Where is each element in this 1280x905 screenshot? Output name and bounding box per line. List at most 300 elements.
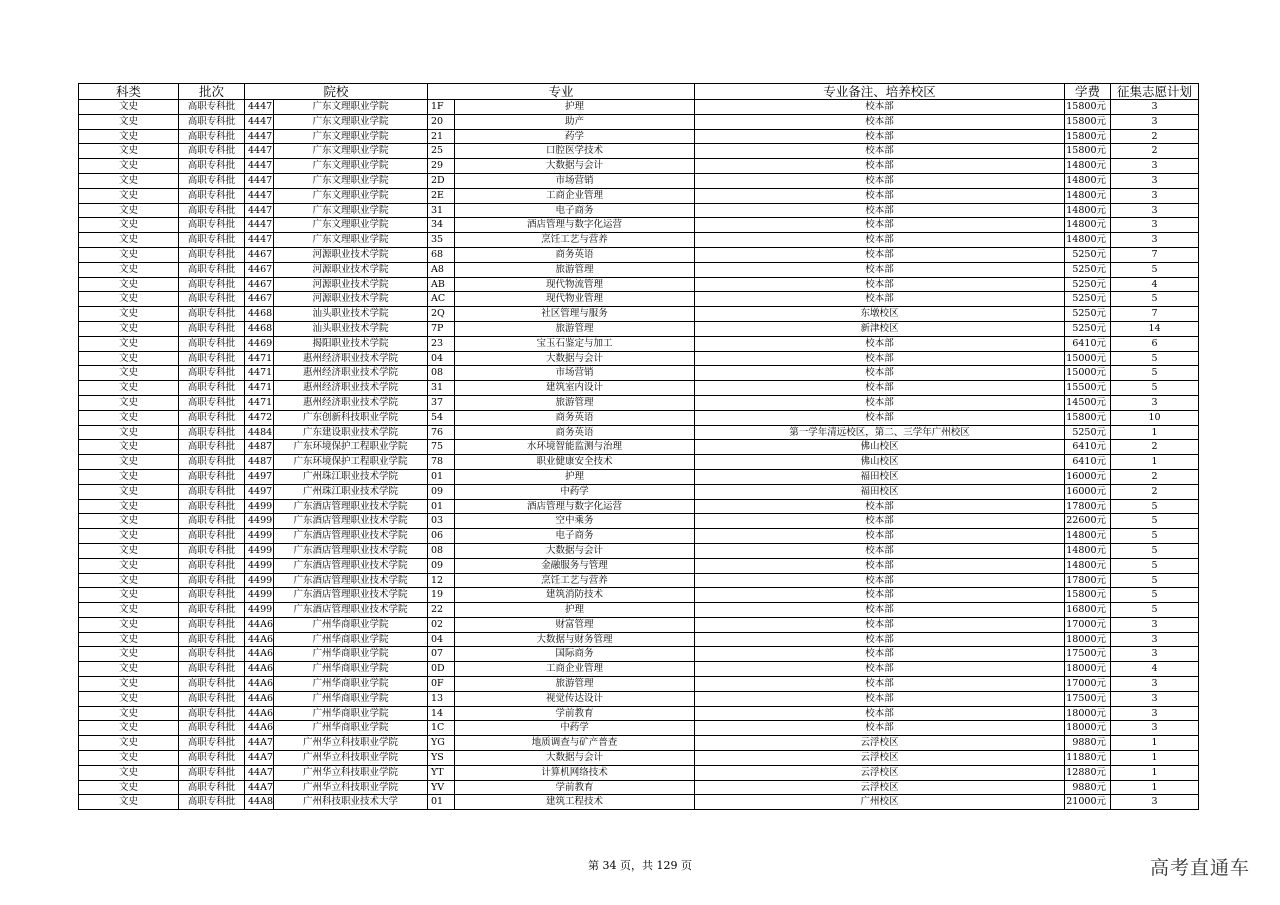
- table-row: [79, 677, 1199, 692]
- tuition-cell: 21000元: [1065, 795, 1111, 810]
- plan-count-cell: 4: [1111, 662, 1199, 677]
- batch-cell: 高职专科批: [179, 617, 245, 632]
- plan-count-cell: 2: [1111, 440, 1199, 455]
- campus-note-cell: 校本部: [695, 277, 1065, 292]
- plan-count-cell: 3: [1111, 233, 1199, 248]
- plan-count-cell: 5: [1111, 499, 1199, 514]
- tuition-cell: 15800元: [1065, 114, 1111, 129]
- school-name-cell: 惠州经济职业技术学院: [274, 381, 428, 396]
- major-code-cell: 1C: [428, 721, 455, 736]
- category-cell: 文史: [79, 233, 179, 248]
- major-name-cell: 现代物业管理: [455, 292, 695, 307]
- plan-count-cell: 3: [1111, 218, 1199, 233]
- table-row: [79, 499, 1199, 514]
- tuition-cell: 14800元: [1065, 203, 1111, 218]
- plan-count-cell: 5: [1111, 603, 1199, 618]
- school-code-cell: 44A7: [245, 780, 274, 795]
- table-row: [79, 410, 1199, 425]
- major-code-cell: 7P: [428, 321, 455, 336]
- plan-count-cell: 1: [1111, 455, 1199, 470]
- tuition-cell: 18000元: [1065, 632, 1111, 647]
- school-name-cell: 广东酒店管理职业技术学院: [274, 558, 428, 573]
- table-row: [79, 277, 1199, 292]
- header-category: 科类: [79, 84, 179, 100]
- school-code-cell: 44A8: [245, 795, 274, 810]
- major-code-cell: 08: [428, 366, 455, 381]
- campus-note-cell: 校本部: [695, 173, 1065, 188]
- table-row: [79, 721, 1199, 736]
- plan-count-cell: 14: [1111, 321, 1199, 336]
- tuition-cell: 15500元: [1065, 381, 1111, 396]
- major-name-cell: 商务英语: [455, 410, 695, 425]
- major-code-cell: 14: [428, 706, 455, 721]
- table-row: [79, 307, 1199, 322]
- school-code-cell: 4499: [245, 588, 274, 603]
- school-name-cell: 广州华商职业学院: [274, 691, 428, 706]
- plan-count-cell: 3: [1111, 691, 1199, 706]
- plan-count-cell: 4: [1111, 277, 1199, 292]
- category-cell: 文史: [79, 203, 179, 218]
- campus-note-cell: 校本部: [695, 529, 1065, 544]
- batch-cell: 高职专科批: [179, 188, 245, 203]
- table-row: [79, 529, 1199, 544]
- major-code-cell: 76: [428, 425, 455, 440]
- campus-note-cell: 佛山校区: [695, 455, 1065, 470]
- batch-cell: 高职专科批: [179, 484, 245, 499]
- school-name-cell: 广东酒店管理职业技术学院: [274, 514, 428, 529]
- campus-note-cell: 福田校区: [695, 484, 1065, 499]
- tuition-cell: 14800元: [1065, 529, 1111, 544]
- campus-note-cell: 云浮校区: [695, 780, 1065, 795]
- category-cell: 文史: [79, 617, 179, 632]
- school-name-cell: 广东创新科技职业学院: [274, 410, 428, 425]
- batch-cell: 高职专科批: [179, 307, 245, 322]
- category-cell: 文史: [79, 721, 179, 736]
- school-code-cell: 4499: [245, 499, 274, 514]
- plan-count-cell: 1: [1111, 765, 1199, 780]
- tuition-cell: 9880元: [1065, 780, 1111, 795]
- major-code-cell: 75: [428, 440, 455, 455]
- category-cell: 文史: [79, 484, 179, 499]
- campus-note-cell: 云浮校区: [695, 736, 1065, 751]
- category-cell: 文史: [79, 529, 179, 544]
- header-batch: 批次: [179, 84, 245, 100]
- batch-cell: 高职专科批: [179, 765, 245, 780]
- major-name-cell: 护理: [455, 100, 695, 115]
- school-code-cell: 4447: [245, 173, 274, 188]
- batch-cell: 高职专科批: [179, 780, 245, 795]
- school-name-cell: 广州珠江职业技术学院: [274, 484, 428, 499]
- category-cell: 文史: [79, 780, 179, 795]
- tuition-cell: 15800元: [1065, 588, 1111, 603]
- major-name-cell: 药学: [455, 129, 695, 144]
- major-code-cell: 25: [428, 144, 455, 159]
- batch-cell: 高职专科批: [179, 129, 245, 144]
- major-code-cell: 78: [428, 455, 455, 470]
- major-code-cell: 2Q: [428, 307, 455, 322]
- school-code-cell: 4469: [245, 336, 274, 351]
- school-name-cell: 广东文理职业学院: [274, 159, 428, 174]
- tuition-cell: 16000元: [1065, 469, 1111, 484]
- batch-cell: 高职专科批: [179, 203, 245, 218]
- school-code-cell: 4447: [245, 114, 274, 129]
- tuition-cell: 5250元: [1065, 425, 1111, 440]
- major-name-cell: 大数据与会计: [455, 751, 695, 766]
- category-cell: 文史: [79, 647, 179, 662]
- major-name-cell: 国际商务: [455, 647, 695, 662]
- plan-count-cell: 2: [1111, 484, 1199, 499]
- school-name-cell: 揭阳职业技术学院: [274, 336, 428, 351]
- tuition-cell: 12880元: [1065, 765, 1111, 780]
- plan-count-cell: 3: [1111, 677, 1199, 692]
- table-row: [79, 247, 1199, 262]
- batch-cell: 高职专科批: [179, 691, 245, 706]
- plan-count-cell: 7: [1111, 307, 1199, 322]
- plan-count-cell: 1: [1111, 780, 1199, 795]
- major-name-cell: 旅游管理: [455, 395, 695, 410]
- table-row: [79, 159, 1199, 174]
- school-code-cell: 44A6: [245, 662, 274, 677]
- tuition-cell: 14800元: [1065, 558, 1111, 573]
- plan-count-cell: 5: [1111, 529, 1199, 544]
- campus-note-cell: 校本部: [695, 233, 1065, 248]
- batch-cell: 高职专科批: [179, 247, 245, 262]
- batch-cell: 高职专科批: [179, 277, 245, 292]
- major-name-cell: 地质调查与矿产普查: [455, 736, 695, 751]
- plan-count-cell: 3: [1111, 795, 1199, 810]
- campus-note-cell: 校本部: [695, 144, 1065, 159]
- batch-cell: 高职专科批: [179, 455, 245, 470]
- batch-cell: 高职专科批: [179, 721, 245, 736]
- major-name-cell: 学前教育: [455, 706, 695, 721]
- plan-count-cell: 2: [1111, 129, 1199, 144]
- school-code-cell: 4471: [245, 395, 274, 410]
- batch-cell: 高职专科批: [179, 573, 245, 588]
- major-name-cell: 大数据与会计: [455, 543, 695, 558]
- school-code-cell: 4499: [245, 543, 274, 558]
- category-cell: 文史: [79, 677, 179, 692]
- table-row: [79, 292, 1199, 307]
- school-code-cell: 4467: [245, 247, 274, 262]
- plan-count-cell: 3: [1111, 617, 1199, 632]
- category-cell: 文史: [79, 558, 179, 573]
- tuition-cell: 16800元: [1065, 603, 1111, 618]
- school-name-cell: 广州华立科技职业学院: [274, 736, 428, 751]
- batch-cell: 高职专科批: [179, 647, 245, 662]
- school-name-cell: 广东酒店管理职业技术学院: [274, 529, 428, 544]
- header-school: 院校: [245, 84, 428, 100]
- campus-note-cell: 校本部: [695, 543, 1065, 558]
- plan-count-cell: 1: [1111, 751, 1199, 766]
- tuition-cell: 14800元: [1065, 188, 1111, 203]
- header-campus-notes: 专业备注、培养校区: [695, 84, 1065, 100]
- category-cell: 文史: [79, 247, 179, 262]
- plan-count-cell: 3: [1111, 395, 1199, 410]
- school-name-cell: 广州华商职业学院: [274, 617, 428, 632]
- school-code-cell: 4468: [245, 321, 274, 336]
- plan-count-cell: 3: [1111, 188, 1199, 203]
- major-code-cell: 0F: [428, 677, 455, 692]
- major-name-cell: 口腔医学技术: [455, 144, 695, 159]
- tuition-cell: 6410元: [1065, 336, 1111, 351]
- campus-note-cell: 校本部: [695, 662, 1065, 677]
- school-name-cell: 广东文理职业学院: [274, 129, 428, 144]
- category-cell: 文史: [79, 440, 179, 455]
- plan-count-cell: 10: [1111, 410, 1199, 425]
- school-name-cell: 广东文理职业学院: [274, 233, 428, 248]
- batch-cell: 高职专科批: [179, 603, 245, 618]
- major-code-cell: 04: [428, 351, 455, 366]
- table-row: [79, 100, 1199, 115]
- batch-cell: 高职专科批: [179, 292, 245, 307]
- plan-count-cell: 3: [1111, 159, 1199, 174]
- admission-plan-table: [78, 83, 1199, 810]
- tuition-cell: 17500元: [1065, 691, 1111, 706]
- major-code-cell: 03: [428, 514, 455, 529]
- tuition-cell: 14800元: [1065, 233, 1111, 248]
- tuition-cell: 15800元: [1065, 100, 1111, 115]
- major-code-cell: A8: [428, 262, 455, 277]
- school-code-cell: 4471: [245, 366, 274, 381]
- major-code-cell: 12: [428, 573, 455, 588]
- school-code-cell: 4447: [245, 203, 274, 218]
- major-name-cell: 水环境智能监测与治理: [455, 440, 695, 455]
- campus-note-cell: 校本部: [695, 617, 1065, 632]
- table-header-row: [79, 84, 1199, 100]
- batch-cell: 高职专科批: [179, 233, 245, 248]
- batch-cell: 高职专科批: [179, 632, 245, 647]
- campus-note-cell: 第一学年清远校区，第二、三学年广州校区: [695, 425, 1065, 440]
- school-code-cell: 4447: [245, 218, 274, 233]
- plan-count-cell: 3: [1111, 721, 1199, 736]
- category-cell: 文史: [79, 543, 179, 558]
- school-name-cell: 惠州经济职业技术学院: [274, 366, 428, 381]
- school-code-cell: 4499: [245, 558, 274, 573]
- major-code-cell: 01: [428, 795, 455, 810]
- major-code-cell: 22: [428, 603, 455, 618]
- major-name-cell: 护理: [455, 603, 695, 618]
- tuition-cell: 17800元: [1065, 573, 1111, 588]
- campus-note-cell: 校本部: [695, 588, 1065, 603]
- plan-count-cell: 3: [1111, 647, 1199, 662]
- plan-count-cell: 3: [1111, 114, 1199, 129]
- plan-count-cell: 1: [1111, 736, 1199, 751]
- campus-note-cell: 校本部: [695, 188, 1065, 203]
- major-code-cell: 01: [428, 499, 455, 514]
- plan-count-cell: 2: [1111, 144, 1199, 159]
- major-name-cell: 建筑消防技术: [455, 588, 695, 603]
- category-cell: 文史: [79, 292, 179, 307]
- category-cell: 文史: [79, 469, 179, 484]
- school-code-cell: 44A6: [245, 677, 274, 692]
- tuition-cell: 17500元: [1065, 647, 1111, 662]
- category-cell: 文史: [79, 603, 179, 618]
- tuition-cell: 15800元: [1065, 144, 1111, 159]
- school-code-cell: 44A6: [245, 706, 274, 721]
- school-code-cell: 4487: [245, 455, 274, 470]
- category-cell: 文史: [79, 351, 179, 366]
- school-name-cell: 广州科技职业技术大学: [274, 795, 428, 810]
- plan-count-cell: 3: [1111, 632, 1199, 647]
- major-code-cell: 06: [428, 529, 455, 544]
- campus-note-cell: 校本部: [695, 691, 1065, 706]
- header-plan-count: 征集志愿计划: [1111, 84, 1199, 100]
- campus-note-cell: 校本部: [695, 114, 1065, 129]
- plan-count-cell: 6: [1111, 336, 1199, 351]
- school-code-cell: 4499: [245, 573, 274, 588]
- tuition-cell: 14800元: [1065, 218, 1111, 233]
- batch-cell: 高职专科批: [179, 425, 245, 440]
- batch-cell: 高职专科批: [179, 173, 245, 188]
- table-row: [79, 469, 1199, 484]
- school-name-cell: 广东酒店管理职业技术学院: [274, 603, 428, 618]
- major-name-cell: 现代物流管理: [455, 277, 695, 292]
- batch-cell: 高职专科批: [179, 514, 245, 529]
- tuition-cell: 5250元: [1065, 262, 1111, 277]
- school-code-cell: 44A6: [245, 691, 274, 706]
- school-name-cell: 惠州经济职业技术学院: [274, 351, 428, 366]
- batch-cell: 高职专科批: [179, 662, 245, 677]
- major-name-cell: 中药学: [455, 721, 695, 736]
- school-name-cell: 广东文理职业学院: [274, 144, 428, 159]
- school-name-cell: 广州华立科技职业学院: [274, 765, 428, 780]
- batch-cell: 高职专科批: [179, 321, 245, 336]
- major-code-cell: 07: [428, 647, 455, 662]
- category-cell: 文史: [79, 262, 179, 277]
- school-name-cell: 广州珠江职业技术学院: [274, 469, 428, 484]
- major-name-cell: 烹饪工艺与营养: [455, 573, 695, 588]
- tuition-cell: 5250元: [1065, 321, 1111, 336]
- category-cell: 文史: [79, 765, 179, 780]
- school-code-cell: 44A6: [245, 617, 274, 632]
- campus-note-cell: 校本部: [695, 558, 1065, 573]
- major-code-cell: 31: [428, 381, 455, 396]
- major-name-cell: 中药学: [455, 484, 695, 499]
- table-row: [79, 351, 1199, 366]
- table-row: [79, 514, 1199, 529]
- batch-cell: 高职专科批: [179, 543, 245, 558]
- major-code-cell: 09: [428, 484, 455, 499]
- major-code-cell: 29: [428, 159, 455, 174]
- category-cell: 文史: [79, 573, 179, 588]
- major-name-cell: 市场营销: [455, 173, 695, 188]
- school-code-cell: 4497: [245, 469, 274, 484]
- table-row: [79, 218, 1199, 233]
- school-code-cell: 4471: [245, 351, 274, 366]
- school-code-cell: 4499: [245, 529, 274, 544]
- major-name-cell: 学前教育: [455, 780, 695, 795]
- table-row: [79, 425, 1199, 440]
- school-code-cell: 4467: [245, 262, 274, 277]
- table-row: [79, 736, 1199, 751]
- school-code-cell: 4447: [245, 144, 274, 159]
- campus-note-cell: 广州校区: [695, 795, 1065, 810]
- plan-count-cell: 3: [1111, 100, 1199, 115]
- table-row: [79, 321, 1199, 336]
- batch-cell: 高职专科批: [179, 218, 245, 233]
- school-code-cell: 4447: [245, 233, 274, 248]
- school-code-cell: 4467: [245, 292, 274, 307]
- plan-count-cell: 5: [1111, 573, 1199, 588]
- table-row: [79, 188, 1199, 203]
- category-cell: 文史: [79, 395, 179, 410]
- table-row: [79, 662, 1199, 677]
- table-row: [79, 440, 1199, 455]
- table-row: [79, 455, 1199, 470]
- school-code-cell: 4499: [245, 514, 274, 529]
- campus-note-cell: 福田校区: [695, 469, 1065, 484]
- batch-cell: 高职专科批: [179, 588, 245, 603]
- major-code-cell: 37: [428, 395, 455, 410]
- campus-note-cell: 校本部: [695, 647, 1065, 662]
- school-code-cell: 4447: [245, 188, 274, 203]
- tuition-cell: 17000元: [1065, 617, 1111, 632]
- header-tuition: 学费: [1065, 84, 1111, 100]
- category-cell: 文史: [79, 307, 179, 322]
- school-name-cell: 广东酒店管理职业技术学院: [274, 588, 428, 603]
- campus-note-cell: 校本部: [695, 499, 1065, 514]
- table-row: [79, 395, 1199, 410]
- major-code-cell: 2E: [428, 188, 455, 203]
- school-code-cell: 4468: [245, 307, 274, 322]
- table-row: [79, 751, 1199, 766]
- major-name-cell: 市场营销: [455, 366, 695, 381]
- batch-cell: 高职专科批: [179, 706, 245, 721]
- major-code-cell: AB: [428, 277, 455, 292]
- category-cell: 文史: [79, 751, 179, 766]
- tuition-cell: 18000元: [1065, 721, 1111, 736]
- batch-cell: 高职专科批: [179, 262, 245, 277]
- school-code-cell: 4497: [245, 484, 274, 499]
- major-code-cell: AC: [428, 292, 455, 307]
- category-cell: 文史: [79, 795, 179, 810]
- category-cell: 文史: [79, 514, 179, 529]
- table-row: [79, 144, 1199, 159]
- plan-count-cell: 5: [1111, 514, 1199, 529]
- table-row: [79, 233, 1199, 248]
- tuition-cell: 11880元: [1065, 751, 1111, 766]
- school-name-cell: 广州华商职业学院: [274, 662, 428, 677]
- tuition-cell: 14800元: [1065, 173, 1111, 188]
- batch-cell: 高职专科批: [179, 366, 245, 381]
- school-name-cell: 河源职业技术学院: [274, 292, 428, 307]
- batch-cell: 高职专科批: [179, 100, 245, 115]
- category-cell: 文史: [79, 114, 179, 129]
- major-name-cell: 金融服务与管理: [455, 558, 695, 573]
- page-number: 第 34 页，共 129 页: [588, 859, 692, 872]
- table-row: [79, 617, 1199, 632]
- school-code-cell: 4447: [245, 129, 274, 144]
- major-code-cell: 04: [428, 632, 455, 647]
- category-cell: 文史: [79, 336, 179, 351]
- major-name-cell: 社区管理与服务: [455, 307, 695, 322]
- campus-note-cell: 校本部: [695, 706, 1065, 721]
- tuition-cell: 15800元: [1065, 129, 1111, 144]
- category-cell: 文史: [79, 144, 179, 159]
- category-cell: 文史: [79, 499, 179, 514]
- school-code-cell: 4472: [245, 410, 274, 425]
- table-row: [79, 262, 1199, 277]
- table-row: [79, 795, 1199, 810]
- campus-note-cell: 校本部: [695, 603, 1065, 618]
- tuition-cell: 6410元: [1065, 440, 1111, 455]
- school-name-cell: 广州华立科技职业学院: [274, 751, 428, 766]
- table-row: [79, 203, 1199, 218]
- table-row: [79, 381, 1199, 396]
- batch-cell: 高职专科批: [179, 410, 245, 425]
- category-cell: 文史: [79, 425, 179, 440]
- table-row: [79, 588, 1199, 603]
